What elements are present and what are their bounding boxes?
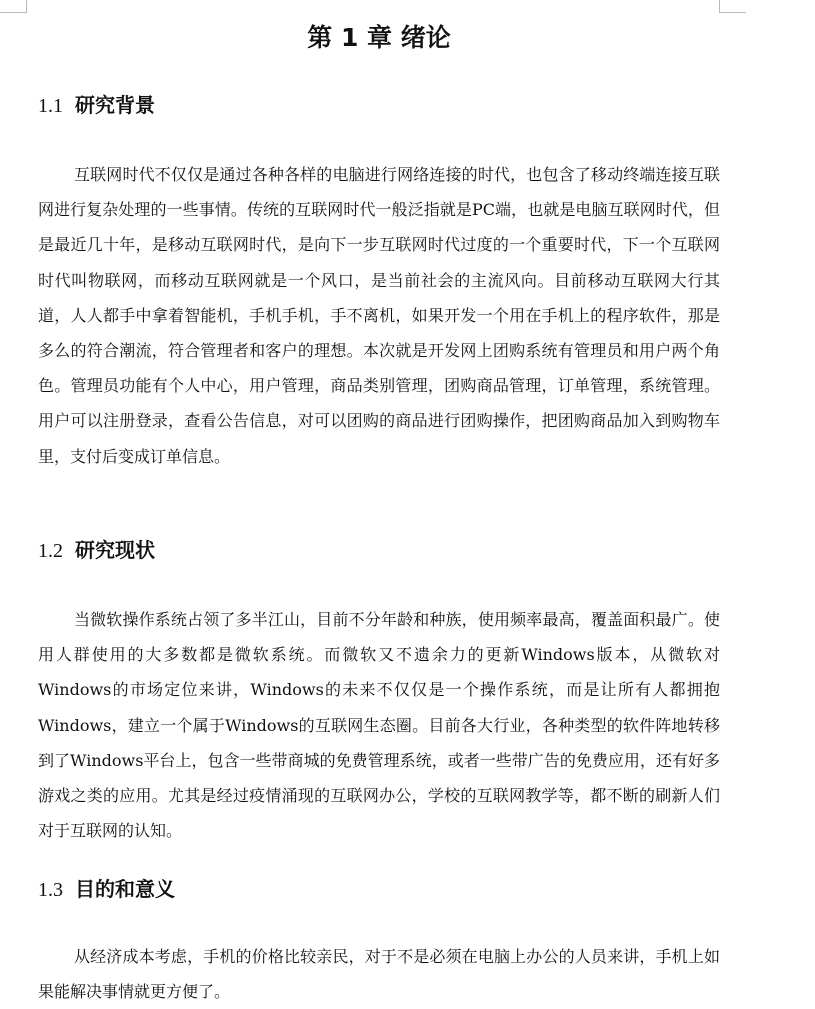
section-title: 研究现状 xyxy=(75,538,155,562)
section-number: 1.1 xyxy=(38,95,63,117)
section-research-status xyxy=(38,535,720,848)
section-heading xyxy=(38,90,720,121)
section-title: 目的和意义 xyxy=(75,877,175,901)
section-paragraph: 互联网时代不仅仅是通过各种各样的电脑进行网络连接的时代，也包含了移动终端连接互联网进行复杂处理的一些事情。传统的互联网时代一般泛指就是PC端，也就是电脑互联网时代，但是最近几十年，是移动互联网时代，是向下一步互联网时代过度的一个重要时代，下一个互联网时代叫物联网，而移动互联网就是一个风口，是当前社会的主流风向。目前移动互联网大行其道，人人都手中拿着智能机，手机手机，手不离机，如果开发一个用在手机上的程序软件，那是多么的符合潮流，符合管理者和客户的理想。本次就是开发网上团购系统有管理员和用户两个角色。管理员功能有个人中心，用户管理，商品类别管理，团购商品管理，订单管理，系统管理。用户可以注册登录，查看公告信息，对可以团购的商品进行团购操作，把团购商品加入到购物车里，支付后变成订单信息。 xyxy=(38,165,720,466)
page-corner-mark-left xyxy=(0,0,27,13)
section-title: 研究背景 xyxy=(75,93,155,117)
chapter-title: 第 1 章 绪论 xyxy=(307,23,451,52)
section-number: 1.2 xyxy=(38,540,63,562)
section-paragraph: 从经济成本考虑，手机的价格比较亲民，对于不是必须在电脑上办公的人员来讲，手机上如果能解决事情就更方便了。 xyxy=(38,947,720,1002)
section-number: 1.3 xyxy=(38,879,63,901)
section-heading xyxy=(38,535,720,566)
section-paragraph: 当微软操作系统占领了多半江山，目前不分年龄和种族，使用频率最高，覆盖面积最广。使用人群使用的大多数都是微软系统。而微软又不遗余力的更新Windows版本，从微软对Windows的市场定位来讲，Windows的未来不仅仅是一个操作系统，而是让所有人都拥抱Windows，建立一个属于Windows的互联网生态圈。目前各大行业，各种类型的软件阵地转移到了Windows平台上，包含一些带商城的免费管理系统，或者一些带广告的免费应用，还有好多游戏之类的应用。尤其是经过疫情涌现的互联网办公，学校的互联网教学等，都不断的刷新人们对于互联网的认知。 xyxy=(38,610,720,841)
section-research-background xyxy=(38,90,720,474)
section-heading xyxy=(38,874,720,905)
page-corner-mark-right xyxy=(719,0,746,13)
